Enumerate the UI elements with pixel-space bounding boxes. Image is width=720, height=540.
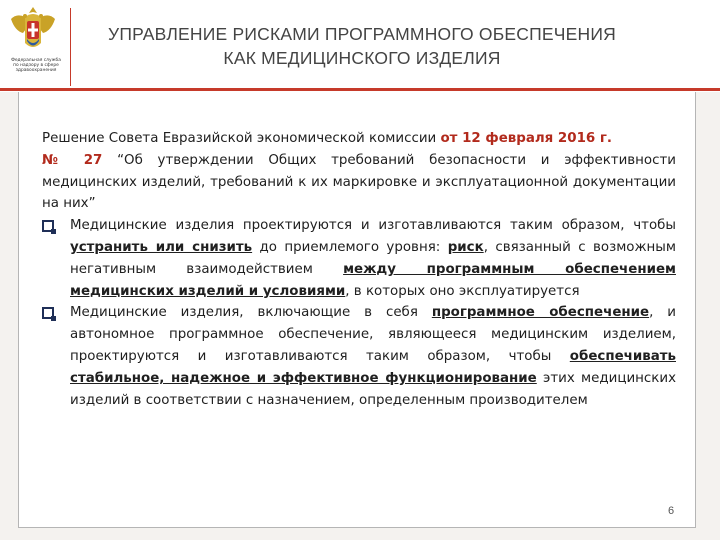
emblem-icon xyxy=(3,3,63,57)
intro-text: Решение Совета Евразийской экономической комиссии xyxy=(42,131,441,146)
title-line-2: КАК МЕДИЦИНСКОГО ИЗДЕЛИЯ xyxy=(223,48,501,68)
bullet-item-2 xyxy=(42,302,676,411)
slide-body xyxy=(42,128,676,411)
bullet-text: Медицинские изделия проектируются и изготавливаются таким образом, чтобы xyxy=(70,218,676,234)
decision-date: от 12 февраля 2016 г. xyxy=(440,131,612,146)
decision-number: № 27 xyxy=(42,152,103,168)
bullet-emphasis: программное обеспечение xyxy=(431,305,650,321)
bullet-emphasis: устранить или снизить xyxy=(70,239,253,255)
logo-caption xyxy=(4,58,68,73)
header-vertical-divider xyxy=(70,8,71,86)
checkbox-bullet-icon xyxy=(42,307,54,319)
bullet-item-1 xyxy=(42,215,676,302)
header-divider xyxy=(0,88,720,91)
logo-caption-line: по надзору в сфере xyxy=(13,63,59,68)
page-number: 6 xyxy=(668,505,675,517)
page-title xyxy=(72,22,652,70)
bullet-emphasis: обеспечивать стабильное, надежное и эффективное функционирование xyxy=(70,348,676,386)
logo-caption-line: Федеральная служба xyxy=(11,58,61,63)
roszdravnadzor-emblem-logo xyxy=(3,3,63,85)
bullet-text: , связанный с возможным негативным взаимодействием xyxy=(70,239,676,277)
checkbox-bullet-icon xyxy=(42,220,54,232)
bullet-text: до приемлемого уровня: xyxy=(252,239,448,255)
bullet-emphasis: между программным обеспечением медицинских изделий и условиями xyxy=(70,261,676,299)
intro-paragraph xyxy=(42,128,676,215)
title-line-1: УПРАВЛЕНИЕ РИСКАМИ ПРОГРАММНОГО ОБЕСПЕЧЕНИЯ xyxy=(108,24,616,44)
bullet-text: Медицинские изделия, включающие в себя xyxy=(70,305,432,321)
bullet-text: , в которых оно эксплуатируется xyxy=(345,283,580,299)
bullet-emphasis: риск xyxy=(447,239,484,255)
logo-caption-line: здравоохранения xyxy=(15,68,57,73)
bullet-text: , и автономное программное обеспечение, являющееся медицинским изделием, проектируются и изготавливаются таким образом, чтобы xyxy=(70,305,677,364)
bullet-text: этих медицинских изделий в соответствии с назначением, определенным производителем xyxy=(70,370,676,408)
intro-text-rest: “Об утверждении Общих требований безопасности и эффективности медицинских изделий, требований к их маркировке и эксплуатационной документации на них” xyxy=(42,152,676,212)
